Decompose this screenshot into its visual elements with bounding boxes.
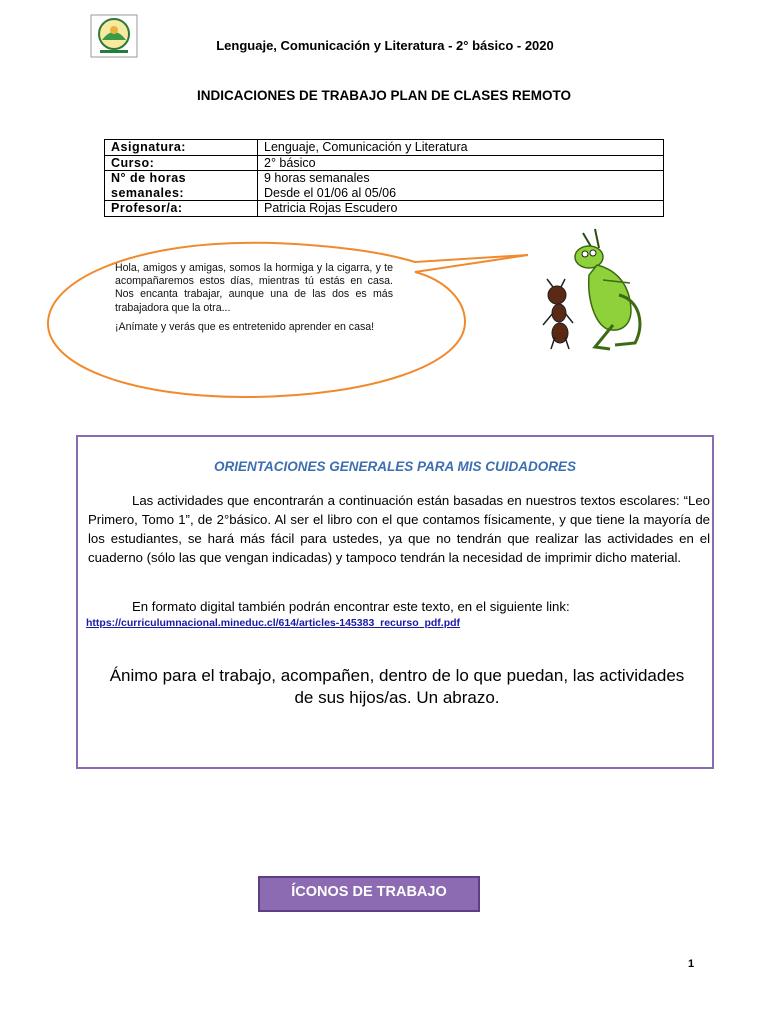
- page-header: Lenguaje, Comunicación y Literatura - 2° básico - 2020: [216, 38, 554, 53]
- school-logo-icon: [90, 14, 138, 58]
- info-value: Patricia Rojas Escudero: [258, 201, 664, 217]
- guidelines-title: ORIENTACIONES GENERALES PARA MIS CUIDADORES: [213, 459, 577, 474]
- guidelines-paragraph: Las actividades que encontrarán a continuación están basadas en nuestros textos escolares: “Leo Primero, Tomo 1”, de 2°básico. Al ser el libro con el que contamos físicamente, y que tiene la mayoría de los estudiantes, se hará más fácil para ustedes, ya que no tendrán que realizar las actividades en el cuaderno (sólo las que vengan indicadas) y tampoco tendrán la necesidad de imprimir dicho material.: [88, 493, 710, 565]
- info-key: N° de horas semanales:: [105, 171, 258, 201]
- ant-grasshopper-illustration: [535, 225, 650, 355]
- bubble-paragraph: ¡Anímate y verás que es entretenido aprender en casa!: [115, 320, 375, 333]
- closing-message: Ánimo para el trabajo, acompañen, dentro de lo que puedan, las actividades de sus hijos/as. Un abrazo.: [109, 666, 685, 707]
- bubble-paragraph: Hola, amigos y amigas, somos la hormiga y la cigarra, y te acompañaremos estos días, mientras tú estás en casa. Nos encanta trabajar, aunque una de las dos es más trabajadora que la otra...: [115, 262, 393, 314]
- info-value: [258, 171, 664, 201]
- info-key: Curso:: [105, 155, 258, 171]
- info-value: 2° básico: [258, 155, 664, 171]
- info-value-line: 9 horas semanales: [264, 171, 370, 185]
- guidelines-box: [76, 435, 714, 769]
- table-row: [105, 201, 664, 217]
- work-icons-heading: ÍCONOS DE TRABAJO: [258, 876, 480, 912]
- table-row: [105, 140, 664, 156]
- info-key: Profesor/a:: [105, 201, 258, 217]
- info-value: Lenguaje, Comunicación y Literatura: [258, 140, 664, 156]
- bubble-text: [115, 262, 393, 340]
- info-key: Asignatura:: [105, 140, 258, 156]
- info-value-line: Desde el 01/06 al 05/06: [264, 185, 397, 200]
- document-title: INDICACIONES DE TRABAJO PLAN DE CLASES REMOTO: [196, 88, 572, 103]
- page-number: 1: [688, 958, 695, 970]
- table-row: [105, 155, 664, 171]
- course-info-table: [104, 139, 664, 217]
- resource-pdf-link[interactable]: https://curriculumnacional.mineduc.cl/614/articles-145383_recurso_pdf.pdf: [86, 617, 461, 629]
- table-row: [105, 171, 664, 201]
- guidelines-paragraph: En formato digital también podrán encontrar este texto, en el siguiente link:: [132, 599, 570, 614]
